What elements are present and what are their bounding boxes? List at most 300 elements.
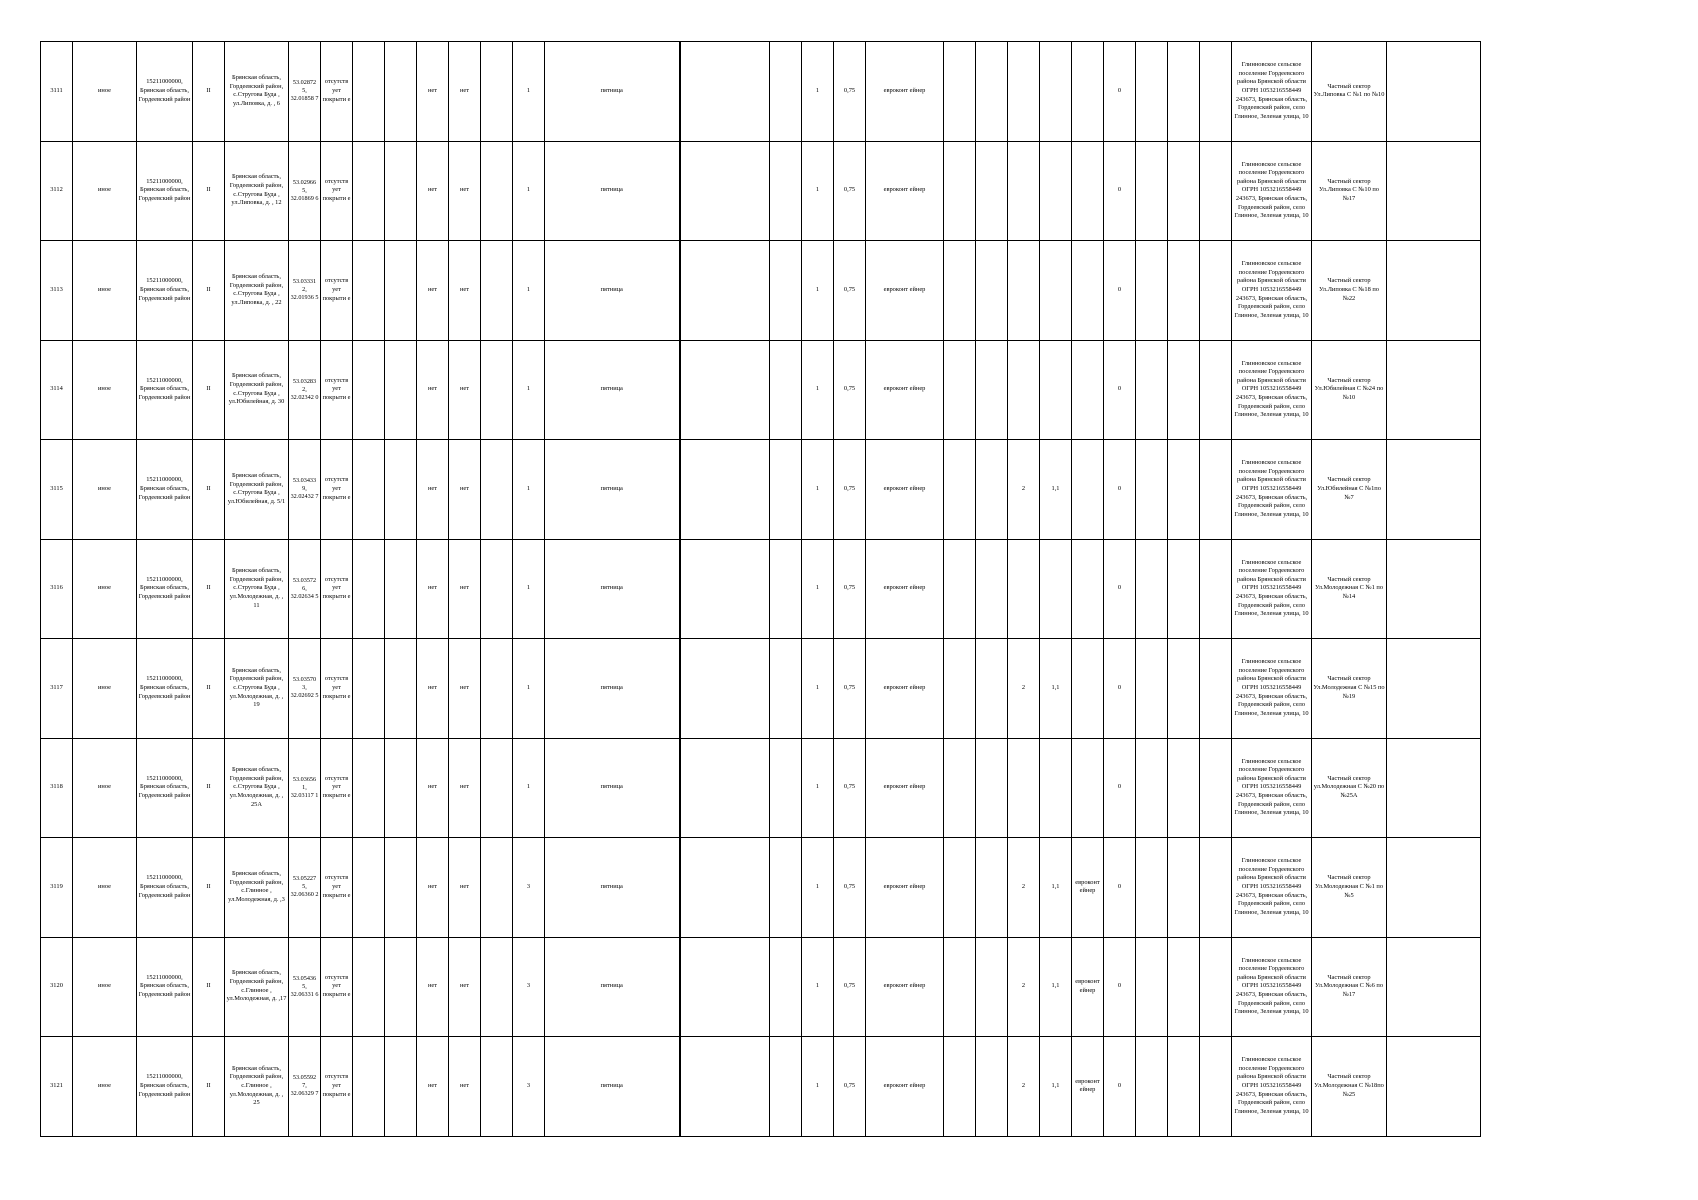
surface-cover: отсутств ует покрыти е bbox=[321, 340, 353, 440]
surface-cover: отсутств ует покрыти е bbox=[321, 241, 353, 341]
container-qty-2: 2 bbox=[1008, 440, 1040, 540]
empty-cell bbox=[944, 639, 976, 739]
container-material: евроконт ейнер bbox=[866, 141, 944, 241]
container-material-2 bbox=[1072, 539, 1104, 639]
empty-cell bbox=[976, 440, 1008, 540]
empty-cell bbox=[680, 241, 770, 341]
table-row bbox=[41, 639, 1481, 739]
address: Брянская область, Гордеевский район, с.Стругова Буда , ул.Молодежная, д. , 19 bbox=[225, 639, 289, 739]
table-row bbox=[41, 539, 1481, 639]
fence-flag: нет bbox=[417, 42, 449, 142]
empty-cell bbox=[770, 340, 802, 440]
schedule-day: пятница bbox=[545, 639, 680, 739]
zero-value: 0 bbox=[1104, 1037, 1136, 1137]
row-number: 3114 bbox=[41, 340, 73, 440]
empty-cell bbox=[1136, 440, 1168, 540]
container-count: 1 bbox=[513, 141, 545, 241]
container-count: 1 bbox=[513, 241, 545, 341]
fence-flag: нет bbox=[417, 340, 449, 440]
container-qty: 1 bbox=[802, 937, 834, 1037]
empty-cell bbox=[1136, 937, 1168, 1037]
object-type: иное bbox=[73, 838, 137, 938]
empty-cell bbox=[385, 241, 417, 341]
container-count: 1 bbox=[513, 639, 545, 739]
address: Брянская область, Гордеевский район, с.Стругова Буда , ул.Молодежная, д. , 25А bbox=[225, 738, 289, 838]
container-count: 3 bbox=[513, 838, 545, 938]
object-type: иное bbox=[73, 440, 137, 540]
category: II bbox=[193, 241, 225, 341]
container-material: евроконт ейнер bbox=[866, 639, 944, 739]
table-row bbox=[41, 838, 1481, 938]
row-number: 3117 bbox=[41, 639, 73, 739]
category: II bbox=[193, 738, 225, 838]
empty-cell bbox=[353, 440, 385, 540]
container-volume-2: 1,1 bbox=[1040, 937, 1072, 1037]
container-material-2: евроконт ейнер bbox=[1072, 1037, 1104, 1137]
served-sector: Частный сектор Ул.Молодежная С №18по №25 bbox=[1312, 1037, 1387, 1137]
object-type: иное bbox=[73, 241, 137, 341]
container-qty: 1 bbox=[802, 340, 834, 440]
empty-cell bbox=[976, 539, 1008, 639]
empty-cell bbox=[1387, 639, 1481, 739]
owner-organization: Глинновское сельское поселение Гордеевского района Брянской области ОГРН 1053216558449 243673, Брянская область, Гордеевский район, село Глинное, Зеленая улица, 10 bbox=[1232, 639, 1312, 739]
owner-organization: Глинновское сельское поселение Гордеевского района Брянской области ОГРН 1053216558449 243673, Брянская область, Гордеевский район, село Глинное, Зеленая улица, 10 bbox=[1232, 141, 1312, 241]
empty-cell bbox=[1387, 340, 1481, 440]
owner-organization: Глинновское сельское поселение Гордеевского района Брянской области ОГРН 1053216558449 243673, Брянская область, Гордеевский район, село Глинное, Зеленая улица, 10 bbox=[1232, 738, 1312, 838]
okato-code: 15211000000, Брянская область, Гордеевский район bbox=[137, 639, 193, 739]
zero-value: 0 bbox=[1104, 241, 1136, 341]
empty-cell bbox=[385, 141, 417, 241]
category: II bbox=[193, 440, 225, 540]
row-number: 3121 bbox=[41, 1037, 73, 1137]
container-volume-2: 1,1 bbox=[1040, 440, 1072, 540]
empty-cell bbox=[481, 440, 513, 540]
address: Брянская область, Гордеевский район, с.Стругова Буда , ул.Молодежная, д. , 11 bbox=[225, 539, 289, 639]
empty-cell bbox=[1136, 42, 1168, 142]
category: II bbox=[193, 937, 225, 1037]
canopy-flag: нет bbox=[449, 1037, 481, 1137]
category: II bbox=[193, 539, 225, 639]
empty-cell bbox=[944, 340, 976, 440]
container-volume-2 bbox=[1040, 241, 1072, 341]
owner-organization: Глинновское сельское поселение Гордеевского района Брянской области ОГРН 1053216558449 243673, Брянская область, Гордеевский район, село Глинное, Зеленая улица, 10 bbox=[1232, 340, 1312, 440]
container-qty-2: 2 bbox=[1008, 937, 1040, 1037]
container-qty-2: 2 bbox=[1008, 838, 1040, 938]
served-sector: Частный сектор ул.Молодежная С №20 по №25А bbox=[1312, 738, 1387, 838]
empty-cell bbox=[385, 937, 417, 1037]
coordinates: 53.03570 3, 32.02692 5 bbox=[289, 639, 321, 739]
empty-cell bbox=[1136, 141, 1168, 241]
canopy-flag: нет bbox=[449, 141, 481, 241]
category: II bbox=[193, 838, 225, 938]
coordinates: 53.05592 7, 32.06329 7 bbox=[289, 1037, 321, 1137]
empty-cell bbox=[481, 42, 513, 142]
address: Брянская область, Гордеевский район, с.Глинное , ул.Молодежная, д. ,17 bbox=[225, 937, 289, 1037]
empty-cell bbox=[1168, 141, 1200, 241]
surface-cover: отсутств ует покрыти е bbox=[321, 937, 353, 1037]
empty-cell bbox=[1136, 838, 1168, 938]
empty-cell bbox=[944, 141, 976, 241]
container-material-2 bbox=[1072, 340, 1104, 440]
schedule-day: пятница bbox=[545, 241, 680, 341]
container-qty: 1 bbox=[802, 738, 834, 838]
empty-cell bbox=[680, 340, 770, 440]
empty-cell bbox=[680, 1037, 770, 1137]
canopy-flag: нет bbox=[449, 440, 481, 540]
container-material-2 bbox=[1072, 42, 1104, 142]
empty-cell bbox=[944, 42, 976, 142]
empty-cell bbox=[353, 340, 385, 440]
okato-code: 15211000000, Брянская область, Гордеевский район bbox=[137, 241, 193, 341]
zero-value: 0 bbox=[1104, 340, 1136, 440]
container-count: 1 bbox=[513, 440, 545, 540]
object-type: иное bbox=[73, 141, 137, 241]
container-qty-2 bbox=[1008, 42, 1040, 142]
fence-flag: нет bbox=[417, 141, 449, 241]
empty-cell bbox=[385, 340, 417, 440]
empty-cell bbox=[976, 340, 1008, 440]
container-material: евроконт ейнер bbox=[866, 1037, 944, 1137]
container-material-2 bbox=[1072, 141, 1104, 241]
schedule-day: пятница bbox=[545, 440, 680, 540]
coordinates: 53.03283 2, 32.02342 0 bbox=[289, 340, 321, 440]
canopy-flag: нет bbox=[449, 639, 481, 739]
empty-cell bbox=[680, 42, 770, 142]
table-row bbox=[41, 42, 1481, 142]
empty-cell bbox=[770, 937, 802, 1037]
container-qty-2: 2 bbox=[1008, 639, 1040, 739]
coordinates: 53.03656 1, 32.03117 1 bbox=[289, 738, 321, 838]
empty-cell bbox=[1200, 937, 1232, 1037]
container-qty-2 bbox=[1008, 738, 1040, 838]
empty-cell bbox=[944, 241, 976, 341]
zero-value: 0 bbox=[1104, 838, 1136, 938]
container-count: 1 bbox=[513, 738, 545, 838]
empty-cell bbox=[1168, 1037, 1200, 1137]
empty-cell bbox=[944, 539, 976, 639]
container-material: евроконт ейнер bbox=[866, 539, 944, 639]
empty-cell bbox=[1387, 42, 1481, 142]
empty-cell bbox=[385, 738, 417, 838]
empty-cell bbox=[770, 1037, 802, 1137]
container-volume: 0,75 bbox=[834, 440, 866, 540]
empty-cell bbox=[680, 937, 770, 1037]
container-qty: 1 bbox=[802, 241, 834, 341]
canopy-flag: нет bbox=[449, 42, 481, 142]
container-qty-2 bbox=[1008, 141, 1040, 241]
empty-cell bbox=[481, 838, 513, 938]
schedule-day: пятница bbox=[545, 539, 680, 639]
coordinates: 53.05436 5, 32.06331 6 bbox=[289, 937, 321, 1037]
container-material-2 bbox=[1072, 738, 1104, 838]
container-qty: 1 bbox=[802, 539, 834, 639]
empty-cell bbox=[770, 738, 802, 838]
container-qty: 1 bbox=[802, 639, 834, 739]
table-row bbox=[41, 738, 1481, 838]
empty-cell bbox=[976, 141, 1008, 241]
served-sector: Частный сектор Ул.Липовка С №1 по №10 bbox=[1312, 42, 1387, 142]
canopy-flag: нет bbox=[449, 241, 481, 341]
empty-cell bbox=[1200, 440, 1232, 540]
empty-cell bbox=[1136, 340, 1168, 440]
served-sector: Частный сектор Ул.Липовка С №10 по №17 bbox=[1312, 141, 1387, 241]
schedule-day: пятница bbox=[545, 141, 680, 241]
row-number: 3113 bbox=[41, 241, 73, 341]
container-volume: 0,75 bbox=[834, 141, 866, 241]
row-number: 3118 bbox=[41, 738, 73, 838]
owner-organization: Глинновское сельское поселение Гордеевского района Брянской области ОГРН 1053216558449 243673, Брянская область, Гордеевский район, село Глинное, Зеленая улица, 10 bbox=[1232, 42, 1312, 142]
row-number: 3119 bbox=[41, 838, 73, 938]
okato-code: 15211000000, Брянская область, Гордеевский район bbox=[137, 440, 193, 540]
empty-cell bbox=[353, 141, 385, 241]
coordinates: 53.02966 5, 32.01869 6 bbox=[289, 141, 321, 241]
address: Брянская область, Гордеевский район, с.Глинное , ул.Молодежная, д. , 25 bbox=[225, 1037, 289, 1137]
empty-cell bbox=[944, 1037, 976, 1137]
container-qty-2: 2 bbox=[1008, 1037, 1040, 1137]
row-number: 3120 bbox=[41, 937, 73, 1037]
table-row bbox=[41, 141, 1481, 241]
fence-flag: нет bbox=[417, 241, 449, 341]
coordinates: 53.03433 9, 32.02432 7 bbox=[289, 440, 321, 540]
empty-cell bbox=[1136, 738, 1168, 838]
empty-cell bbox=[1136, 639, 1168, 739]
category: II bbox=[193, 340, 225, 440]
empty-cell bbox=[770, 639, 802, 739]
empty-cell bbox=[1136, 1037, 1168, 1137]
empty-cell bbox=[385, 539, 417, 639]
container-volume-2 bbox=[1040, 738, 1072, 838]
object-type: иное bbox=[73, 42, 137, 142]
container-material-2: евроконт ейнер bbox=[1072, 937, 1104, 1037]
schedule-day: пятница bbox=[545, 1037, 680, 1137]
served-sector: Частный сектор Ул.Молодежная С №15 по №19 bbox=[1312, 639, 1387, 739]
empty-cell bbox=[385, 1037, 417, 1137]
container-material: евроконт ейнер bbox=[866, 440, 944, 540]
empty-cell bbox=[770, 42, 802, 142]
empty-cell bbox=[1200, 639, 1232, 739]
empty-cell bbox=[1168, 241, 1200, 341]
schedule-day: пятница bbox=[545, 340, 680, 440]
object-type: иное bbox=[73, 1037, 137, 1137]
empty-cell bbox=[976, 937, 1008, 1037]
schedule-day: пятница bbox=[545, 42, 680, 142]
coordinates: 53.03572 6, 32.02634 5 bbox=[289, 539, 321, 639]
empty-cell bbox=[1168, 539, 1200, 639]
empty-cell bbox=[1168, 340, 1200, 440]
empty-cell bbox=[1200, 141, 1232, 241]
fence-flag: нет bbox=[417, 738, 449, 838]
row-number: 3116 bbox=[41, 539, 73, 639]
owner-organization: Глинновское сельское поселение Гордеевского района Брянской области ОГРН 1053216558449 243673, Брянская область, Гордеевский район, село Глинное, Зеленая улица, 10 bbox=[1232, 1037, 1312, 1137]
zero-value: 0 bbox=[1104, 141, 1136, 241]
category: II bbox=[193, 639, 225, 739]
category: II bbox=[193, 1037, 225, 1137]
empty-cell bbox=[481, 340, 513, 440]
empty-cell bbox=[353, 639, 385, 739]
empty-cell bbox=[1136, 241, 1168, 341]
empty-cell bbox=[1387, 937, 1481, 1037]
empty-cell bbox=[944, 738, 976, 838]
empty-cell bbox=[481, 639, 513, 739]
fence-flag: нет bbox=[417, 937, 449, 1037]
served-sector: Частный сектор Ул.Молодежная С №1 по №5 bbox=[1312, 838, 1387, 938]
container-qty-2 bbox=[1008, 241, 1040, 341]
container-material-2: евроконт ейнер bbox=[1072, 838, 1104, 938]
empty-cell bbox=[680, 738, 770, 838]
empty-cell bbox=[353, 838, 385, 938]
container-material: евроконт ейнер bbox=[866, 937, 944, 1037]
empty-cell bbox=[1387, 738, 1481, 838]
okato-code: 15211000000, Брянская область, Гордеевский район bbox=[137, 838, 193, 938]
container-qty: 1 bbox=[802, 1037, 834, 1137]
empty-cell bbox=[1168, 42, 1200, 142]
address: Брянская область, Гордеевский район, с.Стругова Буда , ул.Липовка, д. , 22 bbox=[225, 241, 289, 341]
container-volume-2: 1,1 bbox=[1040, 639, 1072, 739]
served-sector: Частный сектор Ул.Юбилейная С №1по №7 bbox=[1312, 440, 1387, 540]
owner-organization: Глинновское сельское поселение Гордеевского района Брянской области ОГРН 1053216558449 243673, Брянская область, Гордеевский район, село Глинное, Зеленая улица, 10 bbox=[1232, 440, 1312, 540]
container-qty: 1 bbox=[802, 440, 834, 540]
empty-cell bbox=[1200, 1037, 1232, 1137]
category: II bbox=[193, 141, 225, 241]
table-row bbox=[41, 1037, 1481, 1137]
category: II bbox=[193, 42, 225, 142]
empty-cell bbox=[976, 241, 1008, 341]
container-count: 3 bbox=[513, 1037, 545, 1137]
object-type: иное bbox=[73, 340, 137, 440]
empty-cell bbox=[680, 639, 770, 739]
empty-cell bbox=[353, 937, 385, 1037]
fence-flag: нет bbox=[417, 639, 449, 739]
empty-cell bbox=[481, 1037, 513, 1137]
empty-cell bbox=[1200, 539, 1232, 639]
owner-organization: Глинновское сельское поселение Гордеевского района Брянской области ОГРН 1053216558449 243673, Брянская область, Гордеевский район, село Глинное, Зеленая улица, 10 bbox=[1232, 241, 1312, 341]
address: Брянская область, Гордеевский район, с.Стругова Буда , ул.Липовка, д. , 12 bbox=[225, 141, 289, 241]
zero-value: 0 bbox=[1104, 440, 1136, 540]
container-volume-2 bbox=[1040, 340, 1072, 440]
row-number: 3111 bbox=[41, 42, 73, 142]
empty-cell bbox=[1200, 42, 1232, 142]
object-type: иное bbox=[73, 539, 137, 639]
empty-cell bbox=[770, 440, 802, 540]
row-number: 3115 bbox=[41, 440, 73, 540]
container-material: евроконт ейнер bbox=[866, 838, 944, 938]
container-volume-2 bbox=[1040, 141, 1072, 241]
container-material-2 bbox=[1072, 639, 1104, 739]
object-type: иное bbox=[73, 937, 137, 1037]
okato-code: 15211000000, Брянская область, Гордеевский район bbox=[137, 738, 193, 838]
surface-cover: отсутств ует покрыти е bbox=[321, 141, 353, 241]
address: Брянская область, Гордеевский район, с.Стругова Буда , ул.Липовка, д. , 6 bbox=[225, 42, 289, 142]
empty-cell bbox=[1168, 738, 1200, 838]
empty-cell bbox=[976, 639, 1008, 739]
zero-value: 0 bbox=[1104, 738, 1136, 838]
registry-body bbox=[41, 42, 1481, 1137]
empty-cell bbox=[481, 241, 513, 341]
empty-cell bbox=[1168, 937, 1200, 1037]
address: Брянская область, Гордеевский район, с.Стругова Буда , ул.Юбилейная, д. 5/1 bbox=[225, 440, 289, 540]
empty-cell bbox=[481, 937, 513, 1037]
canopy-flag: нет bbox=[449, 738, 481, 838]
container-volume: 0,75 bbox=[834, 937, 866, 1037]
empty-cell bbox=[1387, 1037, 1481, 1137]
empty-cell bbox=[481, 738, 513, 838]
empty-cell bbox=[1136, 539, 1168, 639]
table-row bbox=[41, 440, 1481, 540]
empty-cell bbox=[1200, 340, 1232, 440]
owner-organization: Глинновское сельское поселение Гордеевского района Брянской области ОГРН 1053216558449 243673, Брянская область, Гордеевский район, село Глинное, Зеленая улица, 10 bbox=[1232, 838, 1312, 938]
container-volume-2 bbox=[1040, 42, 1072, 142]
empty-cell bbox=[944, 838, 976, 938]
surface-cover: отсутств ует покрыти е bbox=[321, 42, 353, 142]
okato-code: 15211000000, Брянская область, Гордеевский район bbox=[137, 539, 193, 639]
empty-cell bbox=[385, 42, 417, 142]
container-volume-2 bbox=[1040, 539, 1072, 639]
fence-flag: нет bbox=[417, 440, 449, 540]
empty-cell bbox=[770, 241, 802, 341]
address: Брянская область, Гордеевский район, с.Глинное , ул.Молодежная, д. ,3 bbox=[225, 838, 289, 938]
coordinates: 53.02872 5, 32.01858 7 bbox=[289, 42, 321, 142]
container-volume: 0,75 bbox=[834, 241, 866, 341]
empty-cell bbox=[353, 1037, 385, 1137]
container-count: 1 bbox=[513, 42, 545, 142]
empty-cell bbox=[1387, 838, 1481, 938]
fence-flag: нет bbox=[417, 539, 449, 639]
table-row bbox=[41, 241, 1481, 341]
container-material: евроконт ейнер bbox=[866, 340, 944, 440]
empty-cell bbox=[1387, 440, 1481, 540]
empty-cell bbox=[353, 738, 385, 838]
canopy-flag: нет bbox=[449, 539, 481, 639]
container-volume-2: 1,1 bbox=[1040, 838, 1072, 938]
coordinates: 53.05227 5, 32.06360 2 bbox=[289, 838, 321, 938]
container-count: 3 bbox=[513, 937, 545, 1037]
empty-cell bbox=[481, 141, 513, 241]
empty-cell bbox=[976, 1037, 1008, 1137]
okato-code: 15211000000, Брянская область, Гордеевский район bbox=[137, 141, 193, 241]
zero-value: 0 bbox=[1104, 539, 1136, 639]
empty-cell bbox=[944, 440, 976, 540]
container-material-2 bbox=[1072, 241, 1104, 341]
container-volume: 0,75 bbox=[834, 340, 866, 440]
registry-table bbox=[40, 41, 1481, 1137]
owner-organization: Глинновское сельское поселение Гордеевского района Брянской области ОГРН 1053216558449 243673, Брянская область, Гордеевский район, село Глинное, Зеленая улица, 10 bbox=[1232, 937, 1312, 1037]
empty-cell bbox=[680, 141, 770, 241]
owner-organization: Глинновское сельское поселение Гордеевского района Брянской области ОГРН 1053216558449 243673, Брянская область, Гордеевский район, село Глинное, Зеленая улица, 10 bbox=[1232, 539, 1312, 639]
table-row bbox=[41, 937, 1481, 1037]
container-count: 1 bbox=[513, 340, 545, 440]
empty-cell bbox=[976, 42, 1008, 142]
zero-value: 0 bbox=[1104, 639, 1136, 739]
empty-cell bbox=[353, 42, 385, 142]
empty-cell bbox=[385, 838, 417, 938]
container-volume: 0,75 bbox=[834, 738, 866, 838]
empty-cell bbox=[1168, 838, 1200, 938]
empty-cell bbox=[680, 539, 770, 639]
zero-value: 0 bbox=[1104, 937, 1136, 1037]
container-material: евроконт ейнер bbox=[866, 42, 944, 142]
schedule-day: пятница bbox=[545, 738, 680, 838]
served-sector: Частный сектор Ул.Юбилейная С №24 по №10 bbox=[1312, 340, 1387, 440]
empty-cell bbox=[385, 639, 417, 739]
fence-flag: нет bbox=[417, 1037, 449, 1137]
container-volume: 0,75 bbox=[834, 42, 866, 142]
empty-cell bbox=[1387, 141, 1481, 241]
surface-cover: отсутств ует покрыти е bbox=[321, 539, 353, 639]
container-qty: 1 bbox=[802, 838, 834, 938]
empty-cell bbox=[770, 539, 802, 639]
served-sector: Частный сектор Ул.Молодежная С №6 по №17 bbox=[1312, 937, 1387, 1037]
empty-cell bbox=[944, 937, 976, 1037]
